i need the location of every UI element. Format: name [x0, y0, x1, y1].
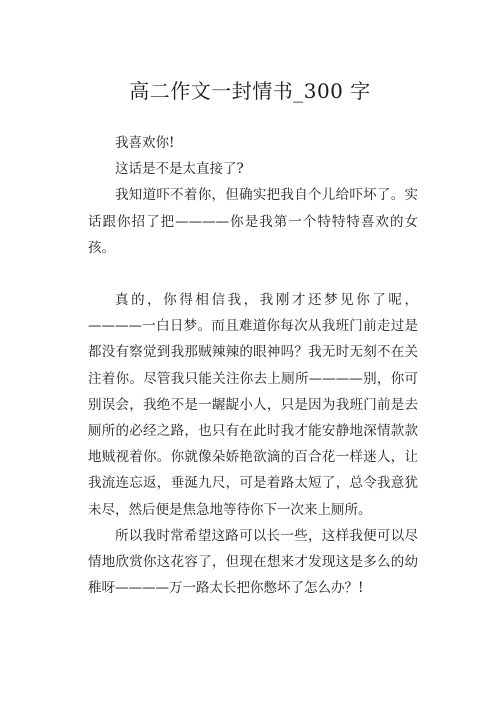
document-body: [88, 130, 418, 601]
document-title: 高二作文一封情书_300 字: [129, 79, 371, 104]
paragraph-question: 这话是不是太直接了?: [115, 161, 244, 178]
paragraph-confession: 我知道吓不着你，但确实把我自个儿给吓坏了。实话跟你招了把————你是我第一个特特特喜欢的女孩。: [88, 187, 418, 256]
paragraph-greeting: 我喜欢你!: [115, 135, 175, 151]
paragraph-closing: 所以我时常希望这路可以长一些，这样我便可以尽情地欣赏你这花容了，但现在想来才发现这是多么的幼稚呀————万一路太长把你憋坏了怎么办？!: [88, 527, 418, 597]
paragraph-daydream: 真的，你得相信我，我刚才还梦见你了呢，————一白日梦。而且难道你每次从我班门前走过是都没有察觉到我那贼辣辣的眼神吗？我无时无刻不在关注着你。尽管我只能关注你去上厕所————别，你可别误会，我绝不是一龌龊小人，只是因为我班门前是去厕所的必经之路，也只有在此时我才能安静地深情款款地贼视着你。你就像朵娇艳欲滴的百合花一样迷人，让我流连忘返，垂涎九尺，可是着路太短了，总令我意犹未尽，然后便是焦急地等待你下一次来上厕所。: [88, 292, 418, 518]
